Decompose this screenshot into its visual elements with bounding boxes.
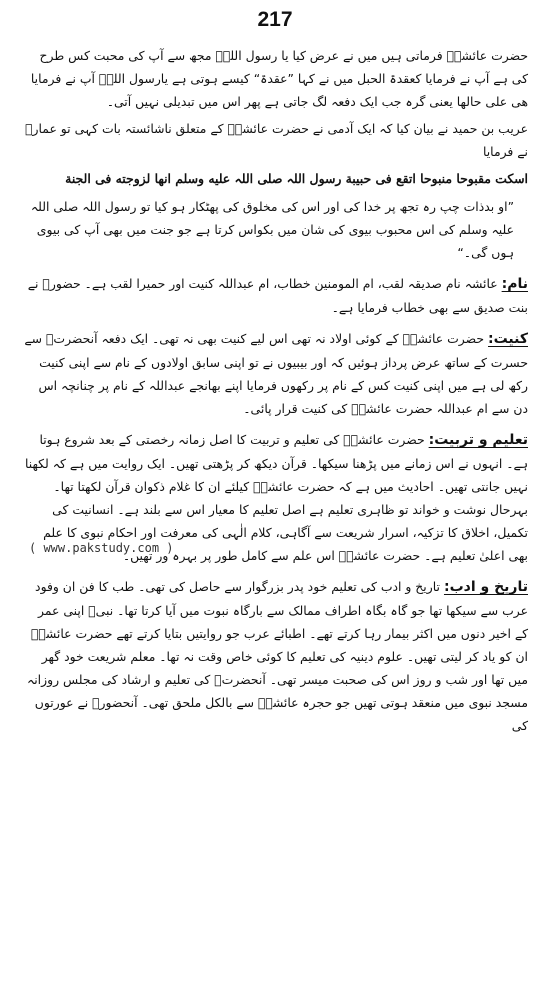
section-taleem-heading: تعلیم و تربیت: — [428, 432, 528, 448]
page-body — [22, 44, 528, 741]
watermark-url: ( www.pakstudy.com ) — [29, 541, 174, 555]
section-taleem-text: حضرت عائشہؓ کی تعلیم و تربیت کا اصل زمانہ رخصتی کے بعد شروع ہوتا ہے۔ انہوں نے اس زمانے میں پڑھنا سیکھا۔ قرآن دیکھ کر پڑھتی تھیں۔ ایک روایت میں ہے کہ لکھنا نہیں جانتی تھیں۔ احادیث میں ہے کہ حضرت عائشہؓ کیلئے ان کا غلام ذکوان قرآن لکھتا تھا۔ بہرحال نوشت و خواند تو ظاہری تعلیم ہے اصل تعلیم کا معیار اس سے بلند ہے۔ انسانیت کی تکمیل، اخلاق کا تزکیہ، اسرار شریعت سے آگاہی، کلام الٰہی کی معرفت اور احکام نبوی کا علم بھی اعلیٰ تعلیم ہے۔ حضرت عائشہؓ اس علم سے کامل طور پر بہرہ ور تھیں۔ — [24, 432, 528, 563]
section-kunyat — [22, 327, 528, 420]
section-tareekh-text: تاریخ و ادب کی تعلیم خود پدر بزرگوار سے حاصل کی تھی۔ طب کا فن ان وفود عرب سے سیکھا تھا جو گاہ بگاہ اطراف ممالک سے بارگاہ نبوت میں آیا کرتا تھا۔ نبیؐ اپنی عمر کے اخیر دنوں میں اکثر بیمار رہا کرتے تھے۔ اطبائے عرب جو روایتیں بتایا کرتے تھے حضرت عائشہؓ ان کو یاد کر لیتی تھیں۔ علوم دینیہ کی تعلیم کا کوئی خاص وقت نہ تھا۔ معلم شریعت خود گھر میں تھا اور شب و روز اس کی صحبت میسر تھی۔ آنحضرتؐ کی تعلیم و ارشاد کی مجلس روزانہ مسجد نبوی میں منعقد ہوتی تھیں جو حجرہ عائشہؓ سے بالکل ملحق تھی۔ آنحضورؐ نے عورتوں کی — [26, 579, 528, 733]
section-name — [22, 272, 528, 319]
section-tareekh-heading: تاریخ و ادب: — [443, 579, 528, 595]
intro-paragraph-1: حضرت عائشہؓ فرماتی ہیں میں نے عرض کیا یا رسول اللہؐ مجھ سے آپ کی محبت کس طرح کی ہے آپ نے فرمایا کعقدۃ الحبل میں نے کہا ”عقدۃ“ کیسے ہوتی ہے یارسول اللہؐ آپ نے فرمایا ھی علی حالھا یعنی گرہ جب ایک دفعہ لگ جاتی ہے پھر اس میں تبدیلی نہیں آتی۔ — [30, 48, 528, 109]
page-number: 217 — [257, 8, 293, 31]
section-kunyat-heading: کنیت: — [488, 331, 528, 347]
arabic-quote: اسکت مقبوحا منبوحا اتقع فی حبیبة رسول اللہ صلی اللہ علیه وسلم انها لزوجته فی الجنة — [65, 171, 528, 186]
section-name-text: عائشہ نام صدیقہ لقب، ام المومنین خطاب، ام عبداللہ کنیت اور حمیرا لقب ہے۔ حضورؐ نے بنت صدیق سے بھی خطاب فرمایا ہے۔ — [27, 276, 528, 315]
intro-paragraph-2: عریب بن حمید نے بیان کیا کہ ایک آدمی نے حضرت عائشہؓ کے متعلق ناشائستہ بات کہی تو عمارؓ نے فرمایا — [25, 121, 528, 159]
section-name-heading: نام: — [501, 276, 528, 292]
section-tareekh — [22, 575, 528, 737]
urdu-translation-quote: ”او بدذات چپ رہ تجھ پر خدا کی اور اس کی مخلوق کی پھٹکار ہو کیا تو رسول اللہ صلی اللہ علیہ وسلم کی اس محبوب بیوی کی شان میں بکواس کرتا ہے جو جنت میں بھی آپ کی بیوی ہوں گی۔“ — [30, 199, 514, 260]
section-kunyat-text: حضرت عائشہؓ کے کوئی اولاد نہ تھی اس لیے کنیت بھی نہ تھی۔ ایک دفعہ آنحضرتؐ سے حسرت کے ساتھ عرض پرداز ہوئیں کہ اور بیبیوں نے تو اپنی سابق اولادوں کے نام سے اپنی کنیت رکھ لی ہے میں اپنی کنیت کس کے نام پر رکھوں فرمایا اپنے بھانجے عبداللہ کے نام پر چنانچہ اس دن سے ام عبداللہ حضرت عائشہؓ کی کنیت قرار پائی۔ — [24, 331, 528, 416]
